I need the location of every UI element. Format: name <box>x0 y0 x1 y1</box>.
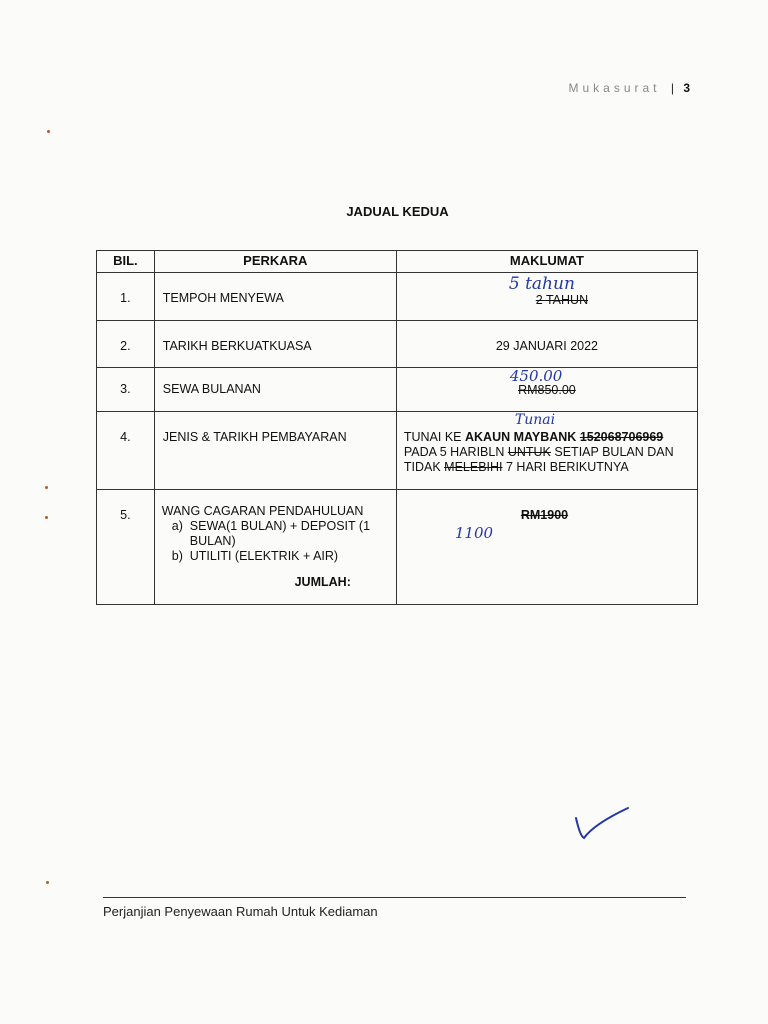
table-row <box>97 273 698 321</box>
row-number: 5. <box>120 508 131 522</box>
sewa-handwritten: 450.00 <box>509 367 563 385</box>
tarikh-berkuatkuasa-value: 29 JANUARI 2022 <box>495 339 598 353</box>
payment-line-1: TUNAI KE AKAUN MAYBANK 152068706969 <box>403 430 664 444</box>
header-perkara: PERKARA <box>154 251 396 273</box>
cagaran-title: WANG CAGARAN PENDAHULUAN <box>161 504 364 518</box>
row-perkara: TARIKH BERKUATKUASA <box>162 339 312 353</box>
header-bil: BIL. <box>97 251 155 273</box>
cagaran-handwritten: 1100 <box>454 524 494 542</box>
jumlah-label: JUMLAH: <box>294 575 351 589</box>
payment-line-2: PADA 5 HARIBLN UNTUK SETIAP BULAN DAN <box>403 445 674 459</box>
sewa-original: RM850.00 <box>518 383 576 397</box>
row-perkara: TEMPOH MENYEWA <box>162 291 284 305</box>
page-header-separator: | <box>670 81 674 95</box>
document-title: JADUAL KEDUA <box>346 204 449 219</box>
row-perkara: SEWA BULANAN <box>162 382 261 396</box>
cagaran-list <box>162 519 388 564</box>
page-header-label: Mukasurat <box>568 81 661 95</box>
row-number: 3. <box>120 382 131 396</box>
tempoh-original: 2 TAHUN <box>535 293 589 307</box>
scan-speck <box>46 881 49 884</box>
list-item: b) UTILITI (ELEKTRIK + AIR) <box>171 549 339 563</box>
footer-text: Perjanjian Penyewaan Rumah Untuk Kediaman <box>103 904 378 919</box>
page-header <box>568 81 690 95</box>
header-maklumat: MAKLUMAT <box>396 251 697 273</box>
tempoh-handwritten: 5 tahun <box>508 274 575 294</box>
cagaran-original: RM1900 <box>520 508 569 522</box>
scan-speck <box>45 486 48 489</box>
table-header-row <box>97 251 698 273</box>
table-row <box>97 412 698 490</box>
row-number: 4. <box>120 430 131 444</box>
schedule-table <box>96 250 698 605</box>
table-row <box>97 368 698 412</box>
page-number: 3 <box>683 81 690 95</box>
row-number: 2. <box>120 339 131 353</box>
payment-handwritten: Tunai <box>514 412 556 428</box>
footer-divider <box>103 897 686 898</box>
list-item: a) SEWA(1 BULAN) + DEPOSIT (1 BULAN) <box>171 519 371 548</box>
account-number: 152068706969 <box>579 430 664 444</box>
checkmark-icon <box>570 802 640 852</box>
scan-speck <box>47 130 50 133</box>
bank-name: AKAUN MAYBANK <box>464 430 577 444</box>
table-row <box>97 321 698 368</box>
payment-line-3: TIDAK MELEBIHI 7 HARI BERIKUTNYA <box>403 460 629 474</box>
row-perkara: JENIS & TARIKH PEMBAYARAN <box>162 430 347 444</box>
scan-speck <box>45 516 48 519</box>
table-row <box>97 490 698 605</box>
row-number: 1. <box>120 291 131 305</box>
